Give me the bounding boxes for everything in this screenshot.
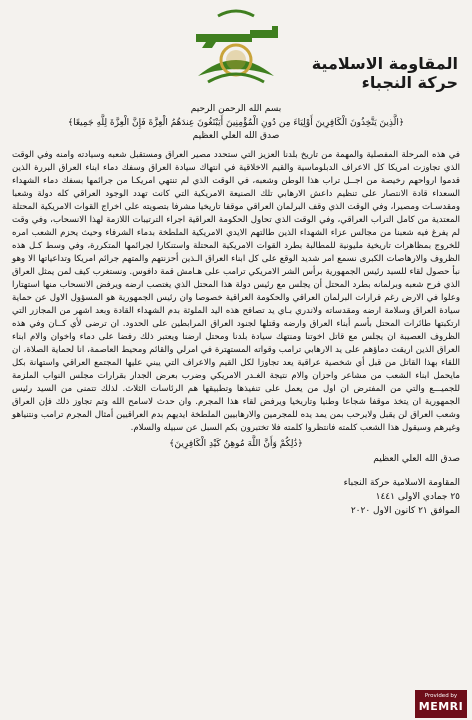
opening-sadaq: صدق الله العلي العظيم xyxy=(192,131,280,141)
closing-sadaq: صدق الله العلي العظيم xyxy=(373,454,460,464)
watermark-brand: MEMRI xyxy=(418,700,464,713)
org-name-line2: حركة النجباء xyxy=(361,73,458,92)
signature-block xyxy=(12,476,460,518)
signature-organization: المقاومة الاسلامية حركة النجباء xyxy=(343,478,460,488)
watermark-provided-by: Provided by xyxy=(424,693,458,699)
basmala: بسم الله الرحمن الرحيم xyxy=(190,104,282,114)
org-name-line1: المقاومة الاسلامية xyxy=(311,54,458,73)
nujaba-emblem-icon xyxy=(188,4,284,92)
closing-verse: ﴿ذَٰلِكُمْ وَأَنَّ اللَّهَ مُوهِنُ كَيْدِ الْكَافِرِينَ﴾ xyxy=(169,439,303,449)
statement-paragraph: في هذه المرحلة المفصلية والمهمة من تاريخ بلدنا العزيز التي ستحدد مصير العراق ومستقبل شعبه وسيادته وامنه وفي الوقت الذي تجاوزت امريكا كل الاعراف الدبلوماسية والقيم الاخلاقية في انتهاك سيادة العراق وسفك دماء ابناء العراق البررة الذين قدموا ارواحهم رخيصة من اجــل تراب هذا الوطن وشعبه، في الوقت الذي لم تنتهي امريكـا من جرائمها بسفك دماء الشهداء السعداء قادة الانتصار على تنظيم داعش الارهابي تلك الصنيعة الامريكية التي كانت تهدد الوجود العراقي كله دولة وشعبا ومقدسـات ومصيرا، وفي الوقت الذي وقف البرلمان العراقي موقفا تاريخيا مشرفا بتصويته على اخراج القوات الامريكية المحتلة المعتدية من كامل التراب العراقي، وفي الوقت الذي تحاول الحكومة العراقية اجراء الترتيبات اللازمة لهذا الانسحاب، وفي وقت لم يفرغ فيه شعبنا من مجالس عزاء الشهداء الذين طالتهم الايدي الامريكية الملطخة بدماء الشرفاء وحيث يحزم الشعب امره للخروج بمظاهرات تاريخية مليونية للمطالبة بطرد القوات الامريكية المحتلة واستنكارا لجرائمها المتكررة، وفي وسط كـل هذه الظروف والارهاصات الكبرى نسمع امر شديد الوقع على كل ابناء العراق الـذين أحزنتهم والمتهم جرائم امريكا وتداعياتها الا وهو نبأ حصول لقاء للسيد رئيس الجمهورية برأس الشر الامريكي ترامب على هـامش قمة دافوس. ونستغرب كيف لمن يمثل العراق الذي فرح شعبه وبرلمانه بطرد المحتل أن يجلس مع رئيس دولة هذا المحتل الذي يغتصب ارضه ويرفض الانسحاب منها استهتارا وعلوا في الارض رغم قرارات البرلمان العراقي والحكومة العراقية خصوصا وان رئيس الجمهورية هو المسؤول الاول عن حماية سيادة العراق وسلامة ارضه ومقدساته ولاندري بـاي يد تصافح هذه اليد الملوثة بدم الشهداء القادة وبعد اشهر من المجازر التي ارتكبتها طائرات المحتل بأسم أبناء العراق وارضه وقتلها لجنود العراق المرابطين على الحدود. ان ترضى لأي كــان وفي هذه الظروف العصيبة ان يجلس مع قاتل اخوتنا ومنتهك سيادة بلدنا ومحتل ارضنا ويعتبر ذلك رفضا على دماء واخوان والام ابناء العراق الذين اريقت دماؤهم على يد الارهابي ترامب وقواته المستهترة في امرلي والقائم ومحيط العاصمة، انا لحماية الصلاة، ان اللقاء بهذا القاتل من قبل أي شخصية عراقية يعد تجاوزا لكل القيم والاعراف التي يبني عليها المجتمع العراقي واستهانة بكل مايحمل ابناء الشعب من مشاعر واحزان والام نتيجة الغـدر الامريكي وضرب بعرض الجدار بقرارات مجلس النواب الملزمة للجميـــع والتي من المفترض ان اول من يعمل على تنفيذها وتطبيقها هم الرئاسات الثلاث. لذلك تتمنى من السيد رئيس الجمهورية ان يتخذ موقفا شجاعا وطنيا وتاريخيا ويرفض لقاء هذا المجرم. وان حدث لاسامح الله وتم تجاوز ذلك فإن العراق وشعب العراق لن يقبل ولايرحب بمن يمد يده للمجرمين والارهابيين الملطخة ايديهم بدم العراقيين أمثال المجرم ترامب ونتنياهو وغيرهم وسيقول هذا الشعب كلمته فانتظروا كلمته فلا تختبرون بكم السبل عن سبيله والسلام. xyxy=(12,150,460,433)
date-gregorian: الموافق ٢١ كانون الاول ٢٠٢٠ xyxy=(350,506,460,516)
opening-verse: ﴿الَّذِينَ يَتَّخِذُونَ الْكَافِرِينَ أَوْلِيَاءَ مِن دُونِ الْمُؤْمِنِينَ أَيَبْتَغُونَ عِندَهُمُ الْعِزَّةَ فَإِنَّ الْعِزَّةَ لِلَّهِ جَمِيعًا﴾ xyxy=(67,118,405,128)
memri-watermark xyxy=(415,690,467,718)
statement-body xyxy=(12,103,460,518)
date-hijri: ٢٥ جمادي الاولى ١٤٤١ xyxy=(375,492,460,502)
letterhead xyxy=(0,0,472,95)
organization-name xyxy=(312,54,458,92)
